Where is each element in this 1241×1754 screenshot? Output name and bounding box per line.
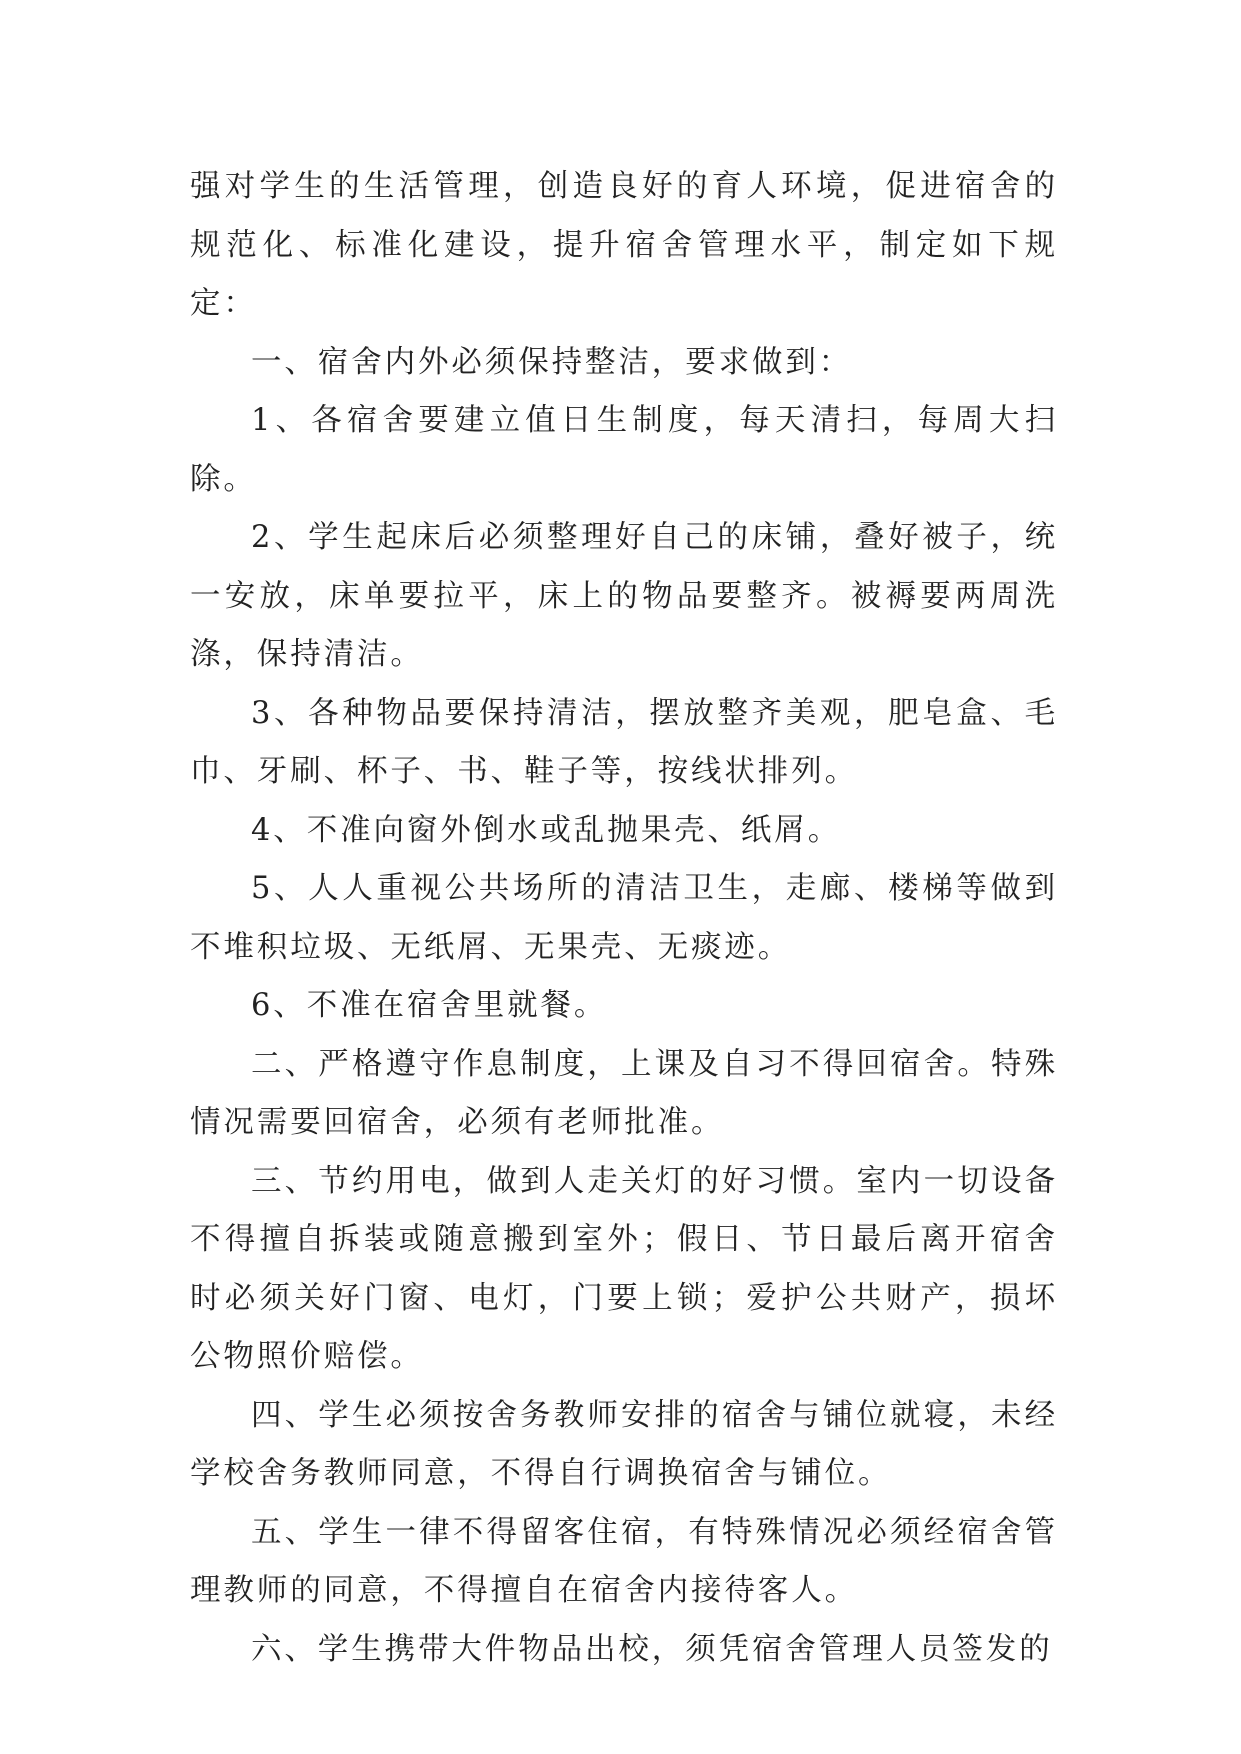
paragraph-intro-continuation: 强对学生的生活管理，创造良好的育人环境，促进宿舍的规范化、标准化建设，提升宿舍管理水平，制定如下规定： xyxy=(190,169,1058,321)
paragraph-section-5: 五、学生一律不得留客住宿，有特殊情况必须经宿舍管理教师的同意，不得擅自在宿舍内接待客人。 xyxy=(190,1514,1058,1608)
paragraph-item-3: 3、各种物品要保持清洁，摆放整齐美观，肥皂盒、毛巾、牙刷、杯子、书、鞋子等，按线状排列。 xyxy=(190,695,1058,789)
paragraph-item-5: 5、人人重视公共场所的清洁卫生，走廊、楼梯等做到不堆积垃圾、无纸屑、无果壳、无痰迹。 xyxy=(190,871,1058,965)
paragraph-section-1-heading: 一、宿舍内外必须保持整洁，要求做到： xyxy=(251,344,853,380)
paragraph-item-6: 6、不准在宿舍里就餐。 xyxy=(251,988,608,1023)
paragraph-item-4: 4、不准向窗外倒水或乱抛果壳、纸屑。 xyxy=(251,812,842,848)
paragraph-section-6: 六、学生携带大件物品出校，须凭宿舍管理人员签发的 xyxy=(251,1631,1053,1667)
document-body xyxy=(190,158,1058,1679)
paragraph-item-2: 2、学生起床后必须整理好自己的床铺，叠好被子，统一安放，床单要拉平，床上的物品要整齐。被褥要两周洗涤，保持清洁。 xyxy=(190,520,1058,672)
paragraph-item-1: 1、各宿舍要建立值日生制度，每天清扫，每周大扫除。 xyxy=(190,403,1058,497)
paragraph-section-4: 四、学生必须按舍务教师安排的宿舍与铺位就寝，未经学校舍务教师同意，不得自行调换宿舍与铺位。 xyxy=(190,1397,1058,1491)
paragraph-section-2: 二、严格遵守作息制度，上课及自习不得回宿舍。特殊情况需要回宿舍，必须有老师批准。 xyxy=(190,1046,1058,1140)
paragraph-section-3: 三、节约用电，做到人走关灯的好习惯。室内一切设备不得擅自拆装或随意搬到室外；假日、节日最后离开宿舍时必须关好门窗、电灯，门要上锁；爱护公共财产，损坏公物照价赔偿。 xyxy=(190,1163,1058,1374)
